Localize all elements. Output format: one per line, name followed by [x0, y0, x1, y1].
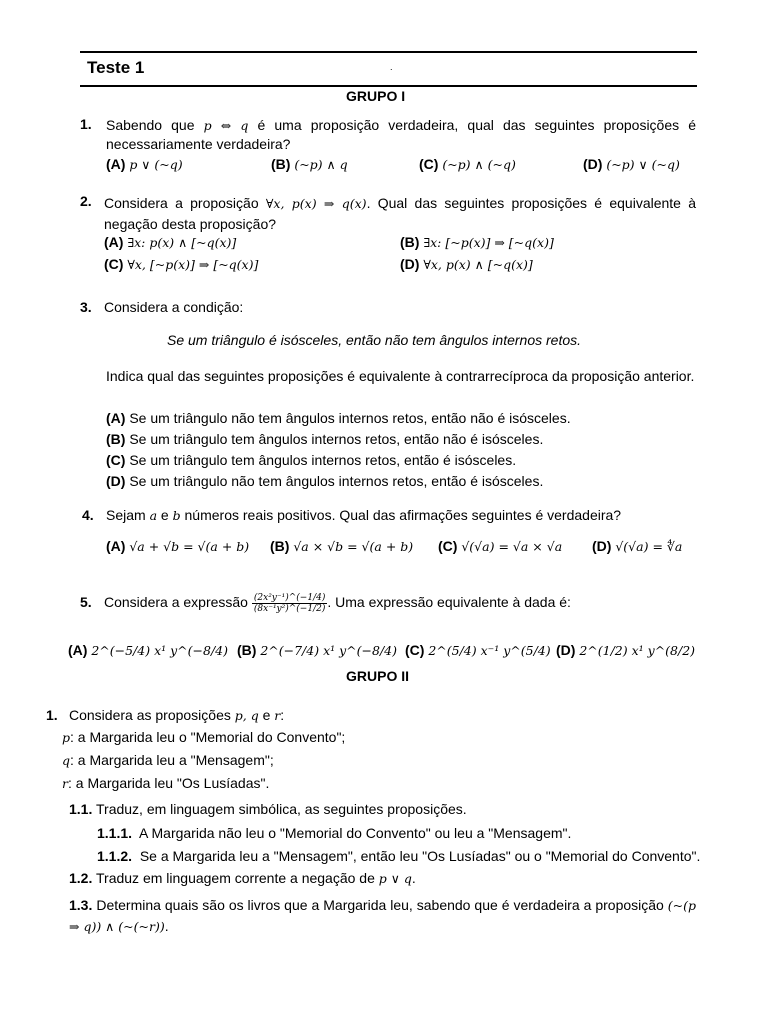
q2-option-a: (A) ∃x: p(x) ∧ [~q(x)] — [104, 234, 237, 250]
q2-expr: ∀x, p(x) ⇒ q(x) — [265, 196, 367, 211]
q3-option-d: (D) Se um triângulo não tem ângulos internos retos, então é isósceles. — [106, 473, 544, 489]
q5-number: 5. — [80, 594, 92, 610]
g2-item-1-1: 1.1. Traduz, em linguagem simbólica, as seguintes proposições. — [69, 801, 467, 817]
q4-number: 4. — [82, 507, 94, 523]
g2-q1-number: 1. — [46, 707, 58, 723]
q5-option-c: (C) 2^(5/4) x⁻¹ y^(5/4) — [405, 642, 551, 658]
q2-option-d: (D) ∀x, p(x) ∧ [~q(x)] — [400, 256, 533, 272]
g2-item-1-3: 1.3. Determina quais são os livros que a Margarida leu, sabendo que é verdadeira a proposição (~(p ⇒ q)) ∧ (~(~r)). — [69, 897, 697, 934]
q4-option-d: (D) √(√a) = ∜a — [592, 538, 683, 554]
g2-q1-intro: Considera as proposições p, q e r: — [69, 707, 285, 723]
g2-prop-q: q: a Margarida leu a "Mensagem"; — [62, 752, 274, 768]
g2-item-1-1-1: 1.1.1. A Margarida não leu o "Memorial do Convento" ou leu a "Mensagem". — [97, 825, 572, 841]
q4-text: Sejam a e b números reais positivos. Qual das afirmações seguintes é verdadeira? — [106, 507, 622, 523]
q1-expr: p ⇔ q — [203, 118, 249, 133]
q3-option-b: (B) Se um triângulo tem ângulos internos retos, então não é isósceles. — [106, 431, 544, 447]
q3-statement: Se um triângulo é isósceles, então não tem ângulos internos retos. — [167, 332, 582, 348]
q3-number: 3. — [80, 299, 92, 315]
q5-fraction: $\frac{\text{(2x²y⁻¹)\textasciicircum{}(−1/4)}}{\text{(8x⁻¹y²)\textasciicircum{}(−1/2)}}$ — [253, 592, 326, 614]
q2-text — [104, 193, 696, 234]
q1-number: 1. — [80, 116, 92, 132]
header-bottom-rule — [80, 85, 697, 87]
q2-option-c: (C) ∀x, [~p(x)] ⇒ [~q(x)] — [104, 256, 259, 272]
q5-text: Considera a expressão $\frac{\text{(2x²y⁻¹)\textasciicircum{}(−1/4)}}{\text{(8x⁻¹y²)\textasciicircum{}(−1/2)}}$ . Uma expressão equivalente à dada é: — [104, 592, 571, 614]
grupo2-title: GRUPO II — [346, 668, 410, 684]
q3-intro: Considera a condição: — [104, 299, 244, 315]
q5-option-a: (A) 2^(−5/4) x¹ y^(−8/4) — [68, 642, 228, 658]
q3-question: Indica qual das seguintes proposições é equivalente à contrarrecíproca da proposição anterior. — [106, 368, 695, 384]
header-dot: . — [390, 62, 393, 72]
q5-option-b: (B) 2^(−7/4) x¹ y^(−8/4) — [237, 642, 397, 658]
grupo1-title: GRUPO I — [346, 88, 406, 104]
g2-prop-r: r: a Margarida leu "Os Lusíadas". — [62, 775, 270, 791]
q1-option-c: (C) (~p) ∧ (~q) — [419, 156, 516, 172]
q4-option-c: (C) √(√a) = √a × √a — [438, 538, 563, 554]
q1-text-a: Sabendo que — [106, 117, 195, 133]
q2-number: 2. — [80, 193, 92, 209]
q1-option-a: (A) p ∨ (~q) — [106, 156, 183, 172]
g2-item-1-1-2: 1.1.2. Se a Margarida leu a "Mensagem", então leu "Os Lusíadas" ou o "Memorial do Convento". — [97, 848, 701, 864]
q4-option-b: (B) √a × √b = √(a + b) — [270, 538, 414, 554]
g2-prop-p: p: a Margarida leu o "Memorial do Convento"; — [62, 729, 346, 745]
q1-option-d: (D) (~p) ∨ (~q) — [583, 156, 680, 172]
q1-option-b: (B) (~p) ∧ q — [271, 156, 348, 172]
test-title: Teste 1 — [87, 58, 145, 77]
top-rule — [80, 51, 697, 53]
g2-item-1-2: 1.2. Traduz em linguagem corrente a negação de p ∨ q. — [69, 870, 416, 886]
q1-text-b: é uma proposição verdadeira, qual das seguintes proposições é necessariamente verdadeira? — [106, 117, 696, 152]
q3-option-a: (A) Se um triângulo não tem ângulos internos retos, então não é isósceles. — [106, 410, 571, 426]
q5-option-d: (D) 2^(1/2) x¹ y^(8/2) — [556, 642, 696, 658]
q4-option-a: (A) √a + √b = √(a + b) — [106, 538, 250, 554]
q2-text-a: Considera a proposição — [104, 195, 259, 211]
q3-option-c: (C) Se um triângulo tem ângulos internos retos, então é isósceles. — [106, 452, 517, 468]
q2-text-b: . Qual das seguintes proposições é equivalente à negação desta proposição? — [104, 195, 697, 232]
q2-option-b: (B) ∃x: [~p(x)] ⇒ [~q(x)] — [400, 234, 554, 250]
q1-text — [106, 116, 696, 154]
